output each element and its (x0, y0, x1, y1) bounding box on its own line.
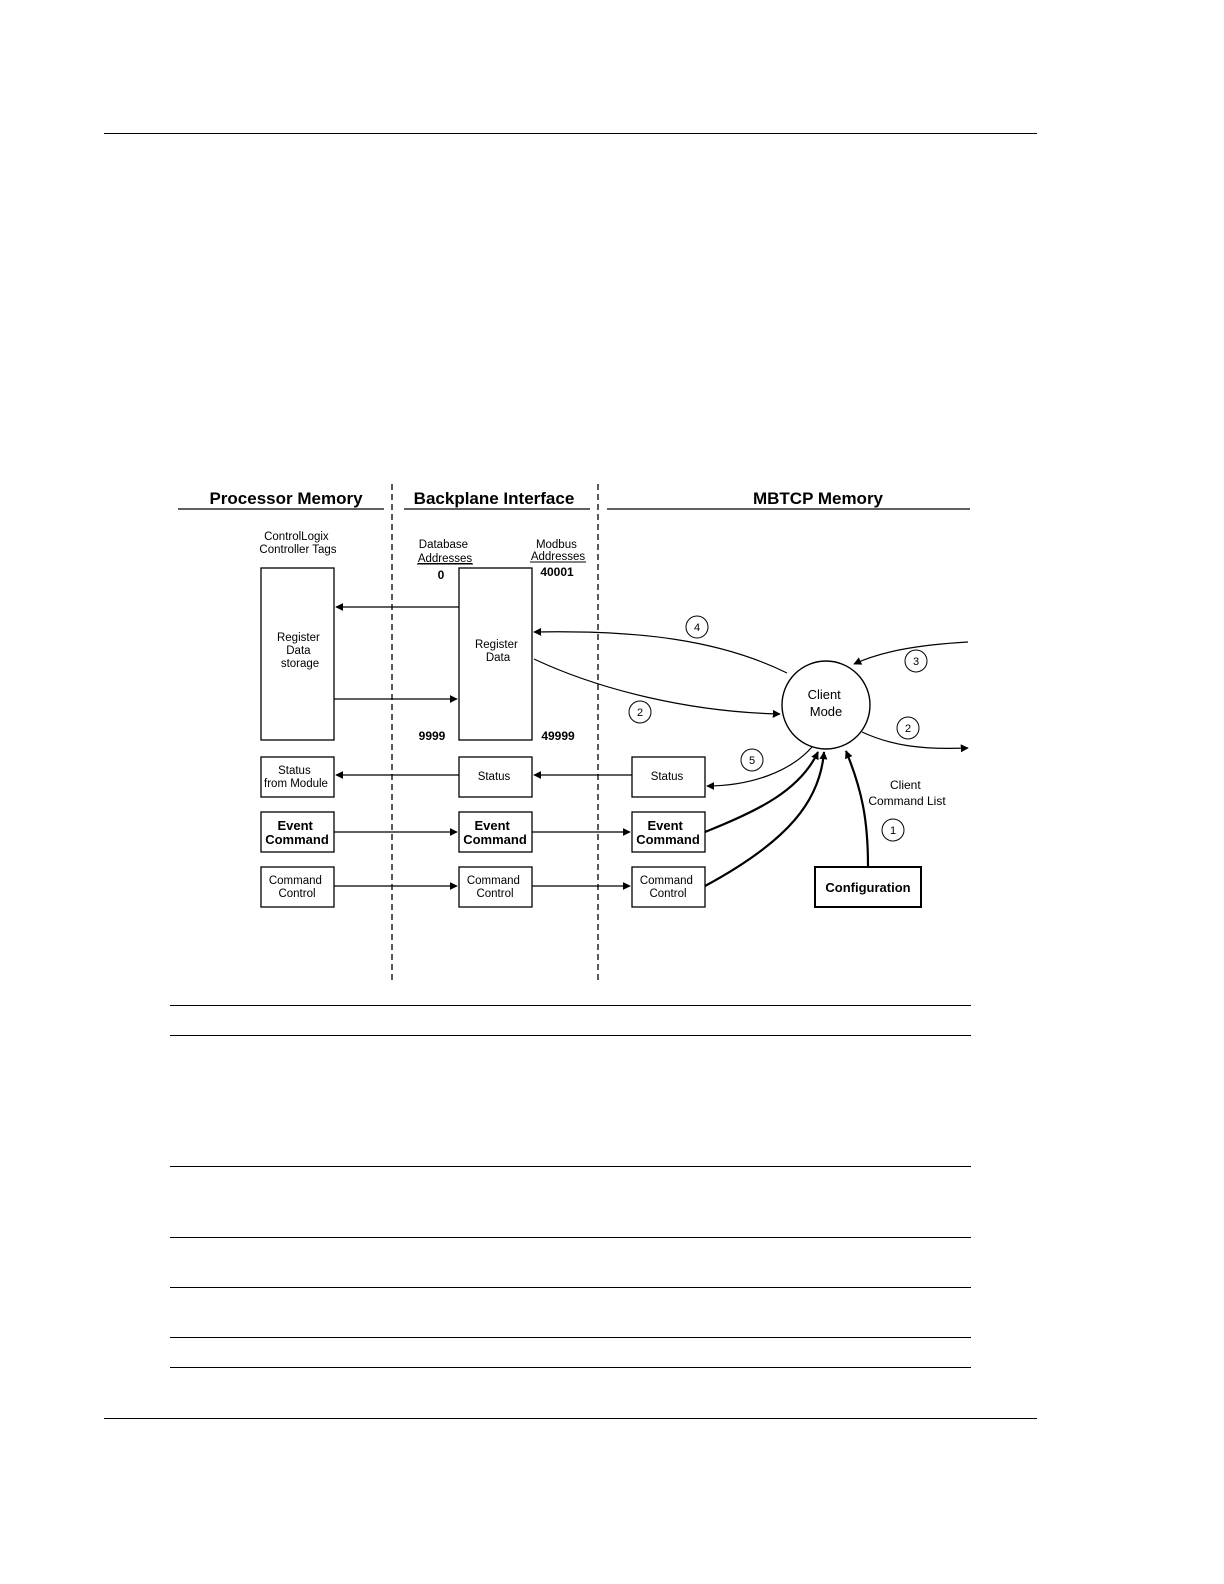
status-label-backplane: Status (477, 771, 511, 783)
step-number-4: 4 (693, 622, 701, 634)
step-number-1: 1 (889, 825, 897, 837)
modbus-start-address: 40001 (540, 565, 574, 579)
section-title-mbtcp: MBTCP Memory (752, 489, 884, 508)
status-from-module-block (261, 757, 334, 797)
status-from-module-label: Status from Module (264, 765, 328, 790)
db-start-address: 0 (437, 568, 445, 582)
controller-tags-label: ControlLogix Controller Tags (259, 531, 337, 556)
register-data-storage-label: Register Data storage (276, 632, 320, 670)
register-data-label: Register Data (474, 639, 518, 664)
command-control-block-mbtcp (632, 867, 705, 907)
command-control-label-backplane: Command Control (466, 875, 520, 900)
status-label-mbtcp: Status (650, 771, 684, 783)
event-command-label-backplane: Event Command (463, 818, 527, 847)
arrow-step4-client-to-register (534, 632, 787, 673)
configuration-label: Configuration (825, 880, 911, 895)
database-addresses-label: Database Addresses (417, 539, 473, 565)
event-command-label-processor: Event Command (265, 818, 329, 847)
step-number-3: 3 (912, 656, 920, 668)
command-control-block-processor (261, 867, 334, 907)
modbus-end-address: 49999 (541, 729, 575, 743)
event-command-label-mbtcp: Event Command (636, 818, 700, 847)
step-number-5: 5 (748, 755, 756, 767)
section-title-processor: Processor Memory (209, 489, 363, 508)
db-end-address: 9999 (418, 729, 446, 743)
section-title-backplane: Backplane Interface (413, 489, 575, 508)
client-mode-label: Client Mode (807, 687, 843, 719)
arrow-step2-register-to-client (534, 659, 780, 714)
step-number-2b: 2 (904, 723, 912, 735)
command-control-label-processor: Command Control (268, 875, 322, 900)
command-control-label-mbtcp: Command Control (639, 875, 693, 900)
modbus-addresses-label: Modbus Addresses (530, 539, 586, 563)
step-number-2a: 2 (636, 707, 644, 719)
command-control-block-backplane (459, 867, 532, 907)
client-command-list-label: Client Command List (868, 778, 946, 808)
arrow-config-to-client (846, 751, 868, 866)
